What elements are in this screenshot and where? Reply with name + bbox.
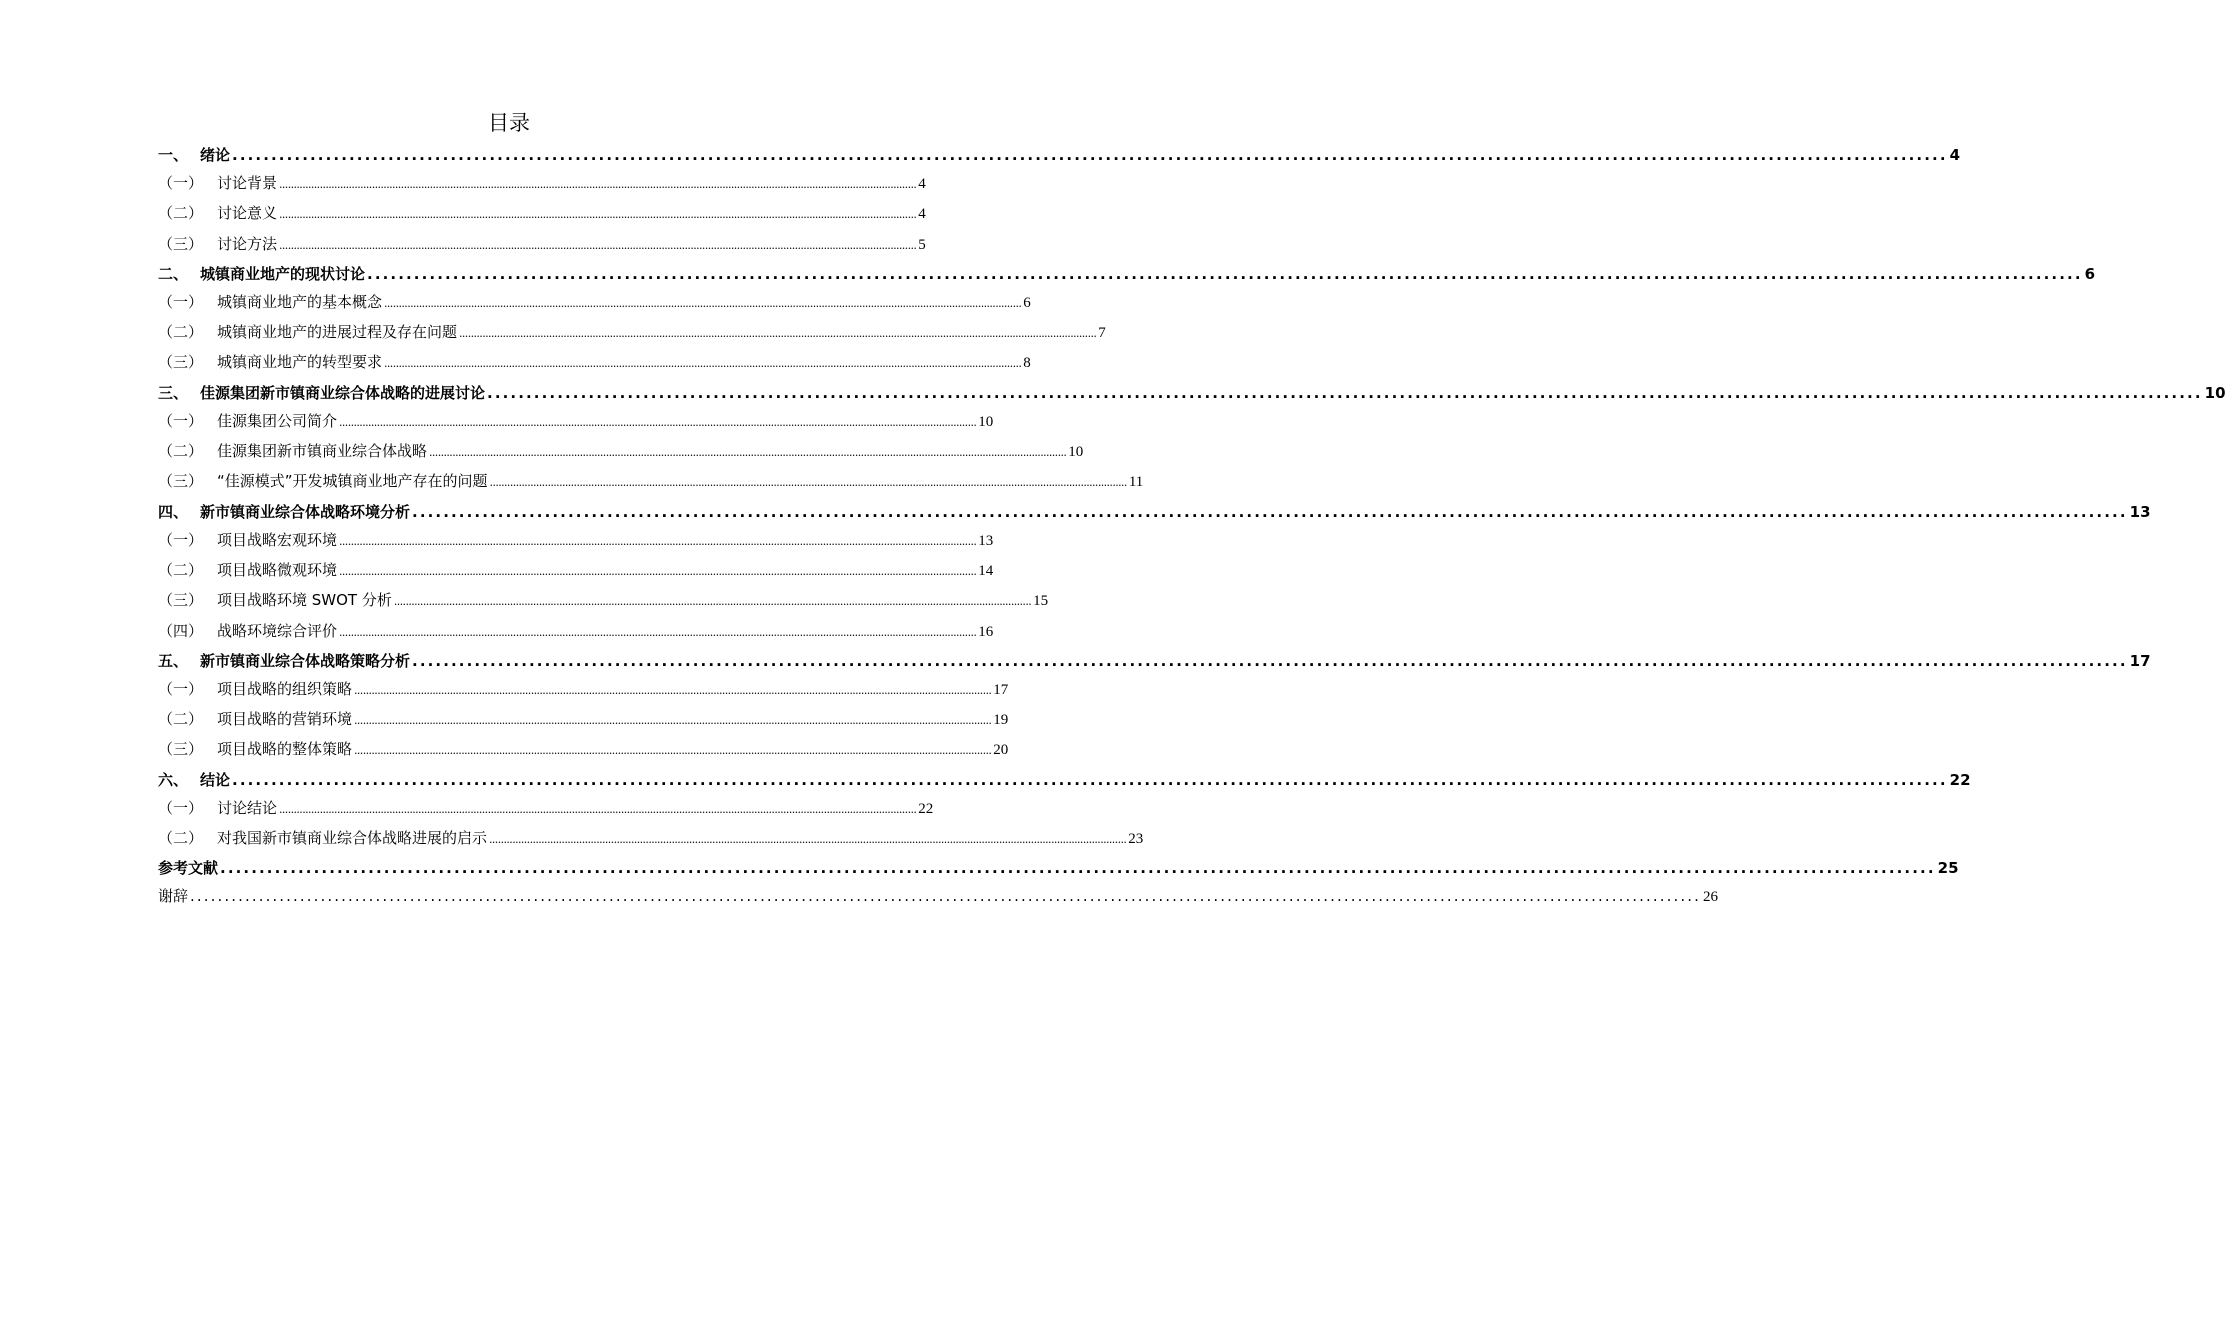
toc-page-number: 26 bbox=[1703, 889, 1718, 906]
toc-entry-title: 项目战略微观环境 bbox=[217, 560, 338, 579]
toc-entry-title: 对我国新市镇商业综合体战略进展的启示 bbox=[217, 829, 488, 848]
toc-entry-number: 六、 bbox=[158, 770, 189, 789]
toc-entry bbox=[158, 797, 934, 827]
toc-page-number: 4 bbox=[918, 176, 926, 192]
toc-dot-leader: ............................................................................................................................................................................................................................ bbox=[279, 178, 917, 191]
toc-entry bbox=[158, 885, 1718, 913]
table-of-contents bbox=[158, 144, 2226, 913]
toc-entry-title: 项目战略的营销环境 bbox=[217, 710, 353, 729]
toc-dot-leader: ............................................................................................................................................................................................................................ bbox=[279, 238, 917, 252]
toc-entry-title: 项目战略环境 SWOT 分析 bbox=[217, 591, 392, 610]
toc-dot-leader: ............................................................................................................................................................................................................................ bbox=[429, 446, 1067, 460]
toc-dot-leader: ............................................................................................................................................................................................................................ bbox=[412, 651, 2128, 670]
toc-entry-title: 项目战略宏观环境 bbox=[217, 530, 338, 549]
toc-entry-number: 三、 bbox=[158, 383, 189, 402]
toc-entry-title: 佳源集团新市镇商业综合体战略的进展讨论 bbox=[200, 383, 486, 402]
toc-entry-number: 一、 bbox=[158, 146, 189, 164]
toc-dot-leader: ............................................................................................................................................................................................................................ bbox=[339, 534, 977, 548]
toc-page-number: 16 bbox=[978, 623, 994, 640]
toc-entry-number: （三） bbox=[158, 591, 204, 610]
toc-page-number: 14 bbox=[978, 562, 994, 579]
toc-dot-leader: ............................................................................................................................................................................................................................ bbox=[220, 859, 1936, 878]
toc-entry bbox=[158, 263, 2096, 291]
toc-entry bbox=[158, 382, 2226, 410]
toc-entry-number: （一） bbox=[158, 411, 204, 430]
toc-page-number: 22 bbox=[1949, 770, 1971, 789]
toc-entry-number: （二） bbox=[158, 829, 204, 848]
toc-dot-leader: ............................................................................................................................................................................................................................ bbox=[489, 833, 1127, 847]
toc-entry-title: 讨论背景 bbox=[217, 174, 278, 192]
toc-entry-number: （三） bbox=[158, 234, 204, 253]
toc-dot-leader: ............................................................................................................................................................................................................................ bbox=[190, 887, 1701, 906]
toc-entry-number: （二） bbox=[158, 710, 204, 729]
toc-page-number: 19 bbox=[993, 712, 1009, 729]
toc-page-number: 10 bbox=[1068, 444, 1084, 461]
toc-entry bbox=[158, 529, 994, 559]
toc-dot-leader: ............................................................................................................................................................................................................................ bbox=[339, 564, 977, 578]
toc-dot-leader: ............................................................................................................................................................................................................................ bbox=[384, 296, 1022, 310]
toc-page-number: 20 bbox=[993, 742, 1009, 759]
toc-entry-title: 谢辞 bbox=[158, 887, 189, 906]
toc-entry-title: 项目战略的整体策略 bbox=[217, 740, 353, 759]
toc-entry bbox=[158, 769, 1971, 797]
toc-entry-number: （一） bbox=[158, 292, 204, 311]
toc-entry-title: 城镇商业地产的进展过程及存在问题 bbox=[217, 323, 458, 342]
toc-entry-title: “佳源模式”开发城镇商业地产存在的问题 bbox=[217, 472, 488, 491]
toc-page-number: 11 bbox=[1128, 474, 1144, 491]
toc-entry bbox=[158, 144, 1961, 172]
toc-entry-title: 讨论结论 bbox=[217, 798, 278, 817]
toc-page-number: 25 bbox=[1937, 859, 1959, 878]
toc-entry bbox=[158, 678, 1009, 708]
toc-page-number: 6 bbox=[2084, 264, 2096, 283]
toc-entry-number: （三） bbox=[158, 472, 204, 491]
toc-page-number: 23 bbox=[1128, 831, 1144, 848]
toc-dot-leader: ............................................................................................................................................................................................................................ bbox=[487, 383, 2203, 402]
toc-entry-number: 五、 bbox=[158, 651, 189, 670]
toc-dot-leader: ............................................................................................................................................................................................................................ bbox=[279, 802, 917, 816]
toc-entry-title: 城镇商业地产的转型要求 bbox=[217, 353, 383, 372]
toc-entry-number: 四、 bbox=[158, 502, 189, 521]
toc-page-number: 5 bbox=[918, 236, 926, 253]
toc-title: 目录 bbox=[488, 111, 530, 135]
toc-page-number: 4 bbox=[918, 206, 926, 223]
toc-entry-title: 新市镇商业综合体战略策略分析 bbox=[200, 651, 411, 670]
toc-page-number: 4 bbox=[1949, 146, 1961, 164]
toc-entry bbox=[158, 559, 994, 589]
toc-entry-title: 绪论 bbox=[200, 146, 231, 164]
toc-entry-title: 项目战略的组织策略 bbox=[217, 679, 353, 698]
toc-entry bbox=[158, 410, 994, 440]
toc-entry-title: 结论 bbox=[200, 770, 231, 789]
toc-page-number: 17 bbox=[2129, 651, 2151, 670]
toc-entry-number: （一） bbox=[158, 530, 204, 549]
toc-entry-number: （二） bbox=[158, 560, 204, 579]
toc-dot-leader: ............................................................................................................................................................................................................................ bbox=[339, 625, 977, 639]
toc-entry bbox=[158, 501, 2151, 529]
toc-dot-leader: ............................................................................................................................................................................................................................ bbox=[367, 264, 2083, 283]
toc-dot-leader: ............................................................................................................................................................................................................................ bbox=[459, 327, 1097, 341]
toc-entry-number: （四） bbox=[158, 621, 204, 640]
toc-entry-number: （三） bbox=[158, 353, 204, 372]
toc-entry bbox=[158, 650, 2151, 678]
toc-dot-leader: ............................................................................................................................................................................................................................ bbox=[354, 744, 992, 758]
toc-entry bbox=[158, 827, 1144, 857]
toc-entry bbox=[158, 233, 926, 263]
toc-dot-leader: ............................................................................................................................................................................................................................ bbox=[339, 415, 977, 429]
toc-entry-number: （二） bbox=[158, 442, 204, 461]
toc-dot-leader: ............................................................................................................................................................................................................................ bbox=[232, 146, 1948, 164]
toc-entry bbox=[158, 857, 1959, 885]
toc-entry-number: （三） bbox=[158, 740, 204, 759]
toc-page-number: 13 bbox=[978, 532, 994, 549]
toc-entry bbox=[158, 202, 926, 232]
toc-entry-title: 讨论意义 bbox=[217, 204, 278, 223]
toc-page-number: 8 bbox=[1023, 355, 1031, 372]
toc-entry-title: 讨论方法 bbox=[217, 234, 278, 253]
toc-entry-title: 城镇商业地产的基本概念 bbox=[217, 292, 383, 311]
toc-dot-leader: ............................................................................................................................................................................................................................ bbox=[384, 357, 1022, 371]
toc-entry-title: 城镇商业地产的现状讨论 bbox=[200, 264, 366, 283]
toc-page-number: 13 bbox=[2129, 502, 2151, 521]
toc-page-number: 22 bbox=[918, 800, 934, 817]
toc-dot-leader: ............................................................................................................................................................................................................................ bbox=[232, 770, 1948, 789]
toc-entry-title: 佳源集团新市镇商业综合体战略 bbox=[217, 442, 428, 461]
toc-dot-leader: ............................................................................................................................................................................................................................ bbox=[489, 476, 1127, 490]
toc-entry-number: 二、 bbox=[158, 264, 189, 283]
toc-entry-title: 参考文献 bbox=[158, 859, 219, 878]
toc-entry-number: （二） bbox=[158, 204, 204, 223]
toc-entry bbox=[158, 321, 1106, 351]
toc-entry bbox=[158, 172, 926, 202]
toc-entry bbox=[158, 589, 1049, 619]
toc-entry bbox=[158, 738, 1009, 768]
toc-entry bbox=[158, 440, 1084, 470]
toc-dot-leader: ............................................................................................................................................................................................................................ bbox=[412, 502, 2128, 521]
toc-entry-title: 新市镇商业综合体战略环境分析 bbox=[200, 502, 411, 521]
toc-entry-number: （一） bbox=[158, 174, 204, 192]
toc-entry bbox=[158, 708, 1009, 738]
toc-page-number: 15 bbox=[1033, 593, 1049, 610]
toc-dot-leader: ............................................................................................................................................................................................................................ bbox=[354, 714, 992, 728]
toc-entry bbox=[158, 470, 1144, 500]
toc-entry-number: （二） bbox=[158, 323, 204, 342]
toc-page-number: 10 bbox=[2204, 383, 2226, 402]
toc-dot-leader: ............................................................................................................................................................................................................................ bbox=[354, 683, 992, 697]
toc-entry bbox=[158, 351, 1031, 381]
toc-page-number: 6 bbox=[1023, 294, 1031, 311]
toc-page-number: 10 bbox=[978, 413, 994, 430]
toc-entry-number: （一） bbox=[158, 798, 204, 817]
toc-dot-leader: ............................................................................................................................................................................................................................ bbox=[279, 208, 917, 222]
toc-page-number: 17 bbox=[993, 681, 1009, 698]
toc-entry-title: 战略环境综合评价 bbox=[217, 621, 338, 640]
toc-entry bbox=[158, 620, 994, 650]
toc-entry-title: 佳源集团公司简介 bbox=[217, 411, 338, 430]
toc-entry-number: （一） bbox=[158, 679, 204, 698]
toc-entry bbox=[158, 291, 1031, 321]
toc-page-number: 7 bbox=[1098, 325, 1106, 342]
toc-dot-leader: ............................................................................................................................................................................................................................ bbox=[393, 595, 1032, 609]
